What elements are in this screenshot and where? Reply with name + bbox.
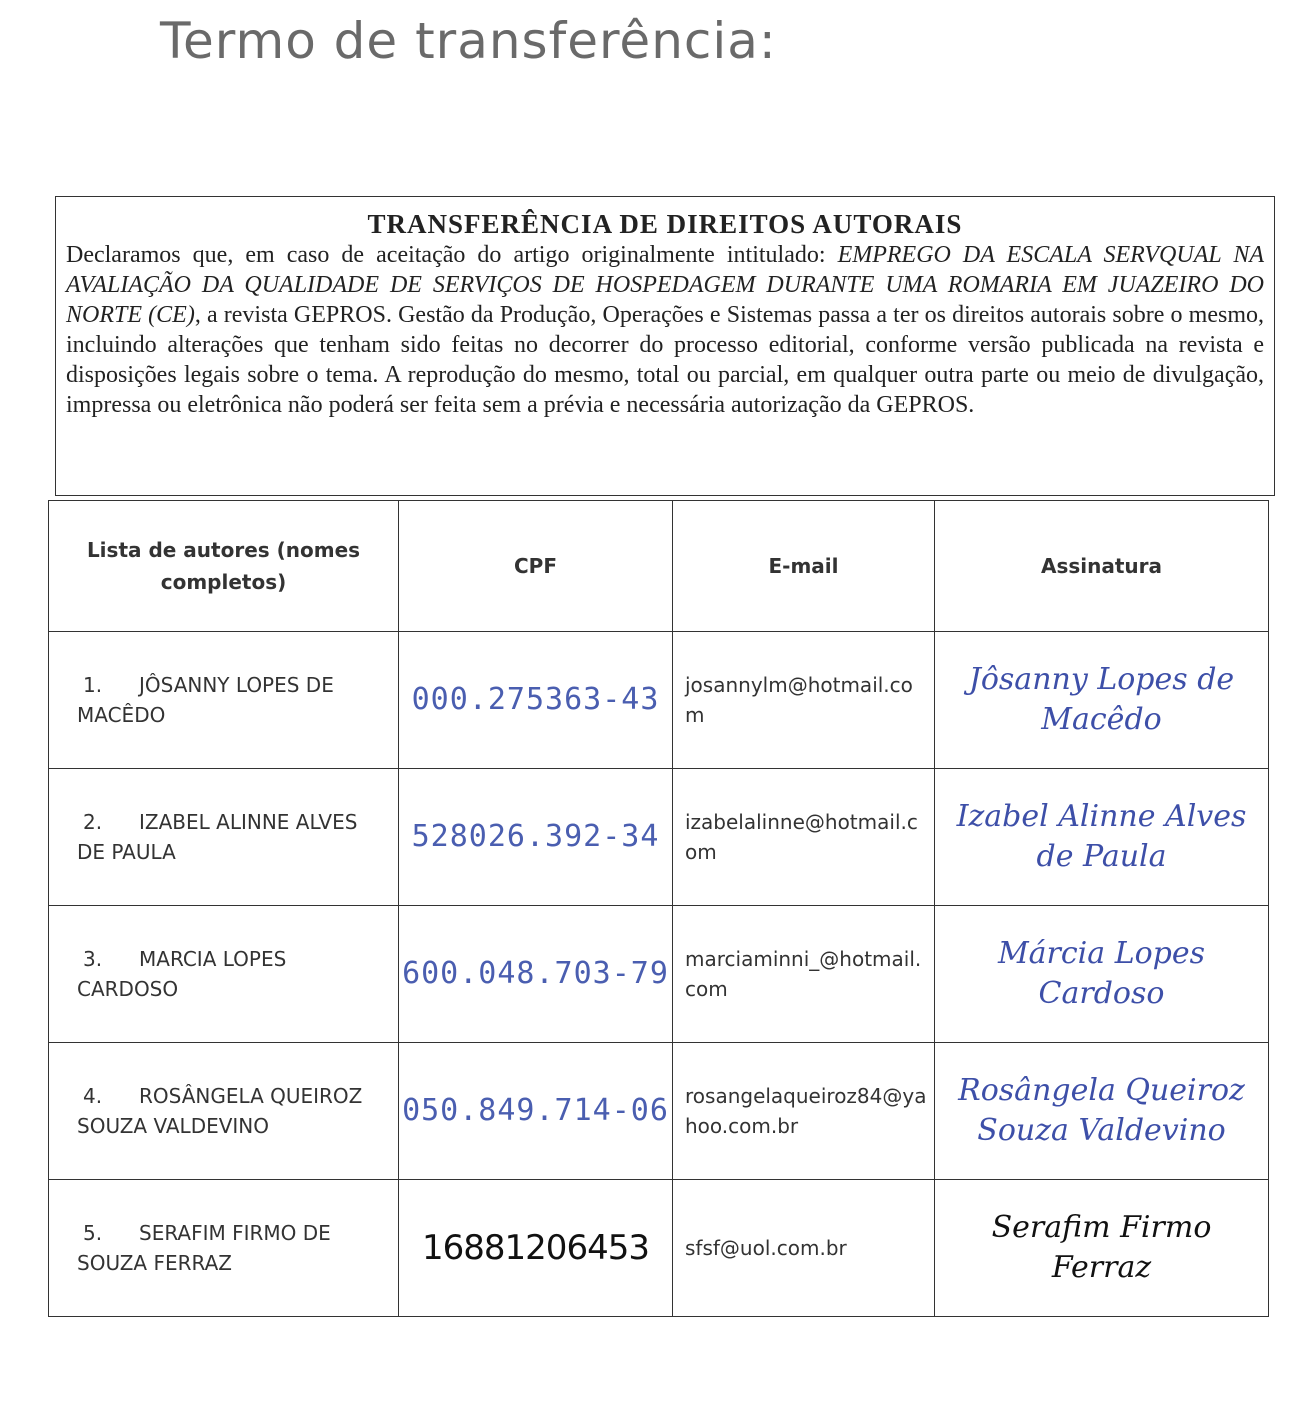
author-signature: Márcia Lopes Cardoso: [935, 906, 1269, 1043]
author-number: 1.: [83, 673, 103, 697]
form-title: TRANSFERÊNCIA DE DIREITOS AUTORAIS: [367, 209, 963, 239]
author-name: JÔSANNY LOPES DE MACÊDO: [77, 673, 334, 727]
table-row: [49, 1043, 1269, 1180]
author-signature: Izabel Alinne Alves de Paula: [935, 769, 1269, 906]
article-title: EMPREGO DA ESCALA SERVQUAL NA AVALIAÇÃO DA QUALIDADE DE SERVIÇOS DE HOSPEDAGEM DURANTE UMA ROMARIA EM JUAZEIRO DO NORTE (CE): [66, 242, 1264, 328]
author-name: MARCIA LOPES CARDOSO: [77, 947, 287, 1001]
author-signature: Serafim Firmo Ferraz: [935, 1180, 1269, 1317]
author-name-cell: [49, 1043, 399, 1180]
author-email: izabelalinne@hotmail.com: [673, 769, 935, 906]
table-row: [49, 632, 1269, 769]
authors-table: [48, 500, 1269, 1317]
table-row: [49, 769, 1269, 906]
table-row: [49, 906, 1269, 1043]
author-email: marciaminni_@hotmail.com: [673, 906, 935, 1043]
author-number: 5.: [83, 1221, 103, 1245]
author-cpf: 16881206453: [399, 1180, 673, 1317]
author-name-cell: [49, 769, 399, 906]
author-name: ROSÂNGELA QUEIROZ SOUZA VALDEVINO: [77, 1084, 363, 1138]
header-signature: Assinatura: [935, 501, 1269, 632]
copyright-transfer-box: [55, 196, 1275, 496]
declaration-text: [66, 240, 1264, 420]
author-number: 4.: [83, 1084, 103, 1108]
header-cpf: CPF: [399, 501, 673, 632]
author-signature: Jôsanny Lopes de Macêdo: [935, 632, 1269, 769]
author-name-cell: [49, 1180, 399, 1317]
header-email: E-mail: [673, 501, 935, 632]
author-email: rosangelaqueiroz84@yahoo.com.br: [673, 1043, 935, 1180]
table-header-row: [49, 501, 1269, 632]
author-cpf: 050.849.714-06: [399, 1043, 673, 1180]
declaration-rest: , a revista GEPROS. Gestão da Produção, Operações e Sistemas passa a ter os direitos autorais sobre o mesmo, incluindo alterações que tenham sido feitas no decorrer do processo editorial, conforme versão publicada na revista e disposições legais sobre o tema. A reprodução do mesmo, total ou parcial, em qualquer outra parte ou meio de divulgação, impressa ou eletrônica não poderá ser feita sem a prévia e necessária autorização da GEPROS.: [66, 302, 1264, 418]
author-email: josannylm@hotmail.com: [673, 632, 935, 769]
author-name-cell: [49, 906, 399, 1043]
author-email: sfsf@uol.com.br: [673, 1180, 935, 1317]
author-cpf: 000.275363-43: [399, 632, 673, 769]
author-signature: Rosângela Queiroz Souza Valdevino: [935, 1043, 1269, 1180]
header-authors: Lista de autores (nomes completos): [49, 501, 399, 632]
author-cpf: 528026.392-34: [399, 769, 673, 906]
table-row: [49, 1180, 1269, 1317]
page-heading: Termo de transferência:: [160, 12, 777, 70]
declaration-intro: Declaramos que, em caso de aceitação do artigo originalmente intitulado:: [66, 242, 838, 268]
author-cpf: 600.048.703-79: [399, 906, 673, 1043]
author-name: SERAFIM FIRMO DE SOUZA FERRAZ: [77, 1221, 331, 1275]
author-name: IZABEL ALINNE ALVES DE PAULA: [77, 810, 358, 864]
author-name-cell: [49, 632, 399, 769]
author-number: 3.: [83, 947, 103, 971]
author-number: 2.: [83, 810, 103, 834]
